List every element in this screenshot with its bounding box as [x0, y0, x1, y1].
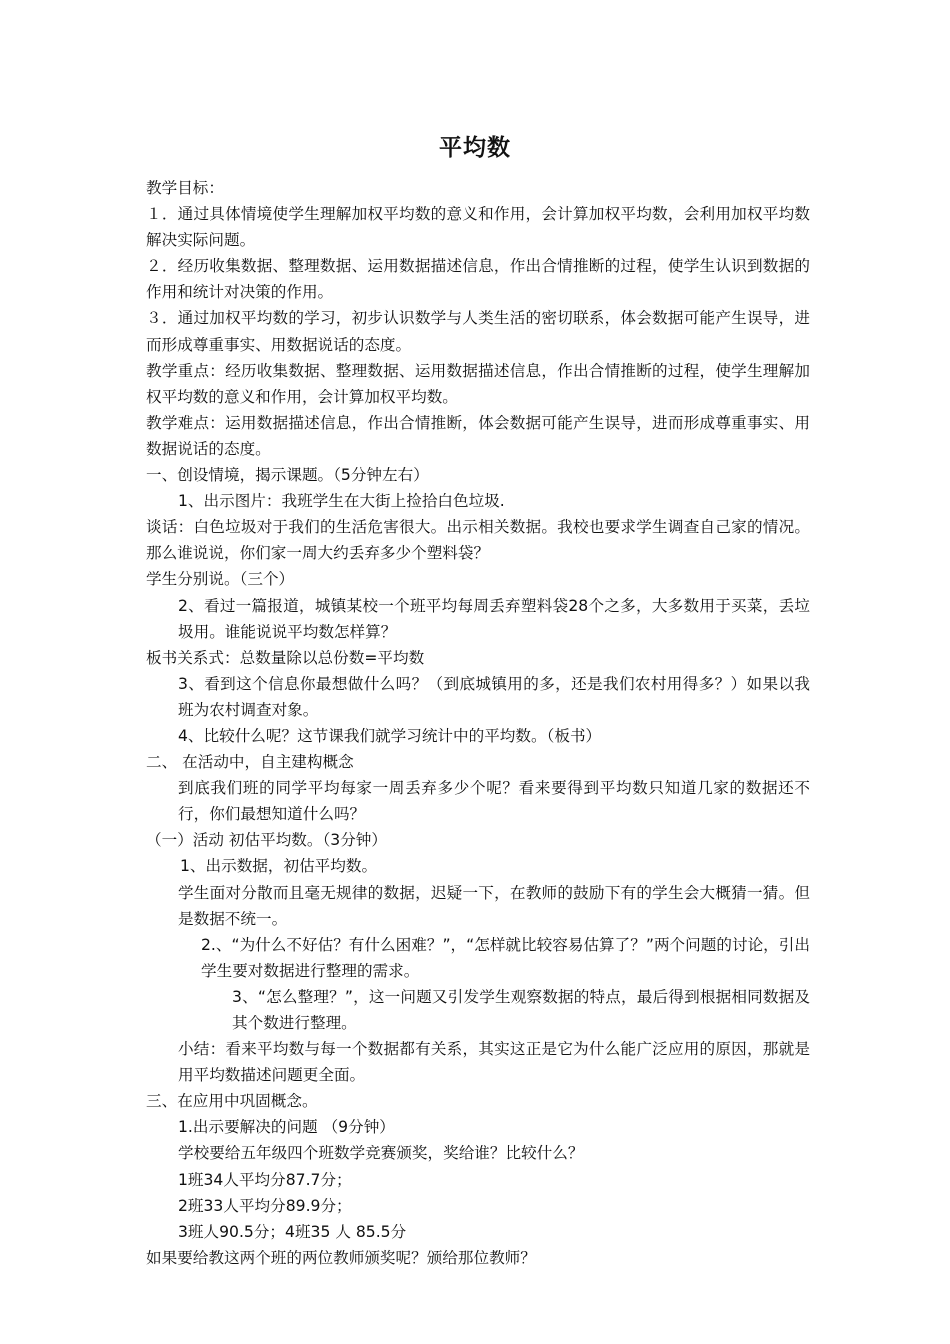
paragraph: 2.、“为什么不好估？有什么困难？”，“怎样就比较容易估算了？”两个问题的讨论，引出学生要对数据进行整理的需求。	[201, 935, 810, 980]
paragraph: 学生面对分散而且毫无规律的数据，迟疑一下，在教师的鼓励下有的学生会大概猜一猜。但是数据不统一。	[178, 883, 810, 928]
document-title: 平均数	[439, 134, 511, 161]
paragraph: 1、出示图片：我班学生在大街上捡拾白色垃圾.	[178, 492, 505, 511]
paragraph: 教学重点：经历收集数据、整理数据、运用数据描述信息，作出合情推断的过程，使学生理解加权平均数的意义和作用，会计算加权平均数。	[146, 361, 810, 406]
paragraph: ３．通过加权平均数的学习，初步认识数学与人类生活的密切联系，体会数据可能产生误导，进而形成尊重事实、用数据说话的态度。	[146, 309, 810, 354]
section-heading: 二、 在活动中，自主建构概念	[146, 753, 354, 772]
section-heading: 一、创设情境，揭示课题。（5分钟左右）	[146, 466, 429, 485]
paragraph: 小结：看来平均数与每一个数据都有关系，其实这正是它为什么能广泛应用的原因，那就是用平均数描述问题更全面。	[178, 1040, 810, 1085]
paragraph: 板书关系式：总数量除以总份数=平均数	[146, 648, 425, 667]
paragraph: 谈话：白色垃圾对于我们的生活危害很大。出示相关数据。我校也要求学生调查自己家的情况。那么谁说说，你们家一周大约丢弃多少个塑料袋？	[146, 518, 810, 563]
section-heading: 三、在应用中巩固概念。	[146, 1092, 318, 1111]
paragraph: 4、比较什么呢？这节课我们就学习统计中的平均数。（板书）	[178, 726, 602, 745]
paragraph: ２．经历收集数据、整理数据、运用数据描述信息，作出合情推断的过程，使学生认识到数据的作用和统计对决策的作用。	[146, 257, 810, 302]
subsection-heading: （一）活动 初估平均数。（3分钟）	[146, 831, 387, 850]
paragraph: 2班33人平均分89.9分；	[178, 1196, 352, 1215]
paragraph: 2、看过一篇报道，城镇某校一个班平均每周丢弃塑料袋28个之多，大多数用于买菜，丢垃圾用。谁能说说平均数怎样算？	[178, 596, 810, 641]
paragraph: 1、出示数据，初估平均数。	[180, 857, 378, 876]
paragraph: 1班34人平均分87.7分；	[178, 1170, 352, 1189]
paragraph: 教学目标：	[146, 179, 224, 197]
paragraph: 3、“怎么整理？”，这一问题又引发学生观察数据的特点，最后得到根据相同数据及其个数进行整理。	[232, 987, 810, 1032]
paragraph: 学校要给五年级四个班数学竞赛颁奖，奖给谁？比较什么？	[178, 1144, 584, 1163]
document-body	[146, 175, 810, 1271]
paragraph: 3班人90.5分；4班35 人 85.5分	[178, 1222, 407, 1241]
paragraph: 学生分别说。（三个）	[146, 570, 295, 589]
paragraph: 到底我们班的同学平均每家一周丢弃多少个呢？看来要得到平均数只知道几家的数据还不行，你们最想知道什么吗？	[178, 779, 810, 824]
paragraph: 3、看到这个信息你最想做什么吗？（到底城镇用的多，还是我们农村用得多？）如果以我班为农村调查对象。	[178, 674, 810, 719]
paragraph: 教学难点：运用数据描述信息，作出合情推断，体会数据可能产生误导，进而形成尊重事实、用数据说话的态度。	[146, 413, 810, 458]
paragraph: 如果要给教这两个班的两位教师颁奖呢？颁给那位教师？	[146, 1248, 536, 1267]
paragraph: 1.出示要解决的问题 （9分钟）	[178, 1118, 395, 1137]
paragraph: １．通过具体情境使学生理解加权平均数的意义和作用，会计算加权平均数，会利用加权平均数解决实际问题。	[146, 205, 810, 250]
